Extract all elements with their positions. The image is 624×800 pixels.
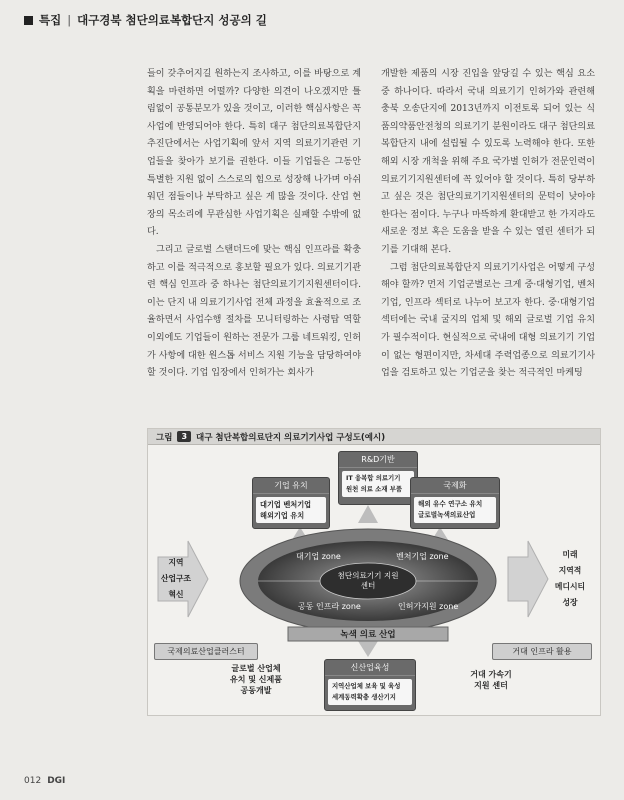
box-global-title: 국제화 <box>411 478 499 494</box>
zone-permit: 인허가지원 zone <box>398 602 459 611</box>
left-side-line: 지역 <box>168 558 184 567</box>
box-growth-title: 신산업육성 <box>325 660 415 676</box>
zone-venture: 벤처기업 zone <box>396 552 449 561</box>
text-column-right <box>381 66 595 418</box>
right-side-line: 메디시티 <box>554 582 586 591</box>
box-attract-item: 대기업 벤처기업 <box>260 500 312 509</box>
page-number: 012 <box>24 776 42 786</box>
box-rnd <box>338 451 418 505</box>
publication-name: DGI <box>47 776 66 786</box>
bottom-left-line: 공동개발 <box>240 686 272 695</box>
box-global <box>410 477 500 529</box>
header-square-icon <box>24 16 33 25</box>
paragraph: 개발한 제품의 시장 진입을 앞당길 수 있는 핵심 요소 중 하나이다. 따라서 국내 의료기기 인허가와 관련해 충북 오송단지에 2013년까지 이전토록 되어 있는 식품의약품안전청의 의료기기 분원이라도 대구 첨단의료복합단지 내에 설립될 수 있도록 노력해야 한다. 또한 해외 시장 개척을 위해 주요 국가별 인허가 전문인력이 의료기기지원센터에 꼭 있어야 할 것이다. 특히 당부하고 싶은 것은 첨단의료기기지원센터의 문턱이 낮아야 한다는 점이다. 누구나 마뜩하게 환대받고 한 가지라도 새로운 정보 혹은 도움을 받을 수 있는 열린 센터가 되기를 기대해 본다. <box>381 69 595 255</box>
box-attract <box>252 477 330 529</box>
right-side-line: 성장 <box>562 598 578 607</box>
paragraph: 그리고 글로벌 스탠더드에 맞는 핵심 인프라를 확충하고 이를 적극적으로 홍보할 필요가 있다. 의료기기관련 핵심 인프라 중 하나는 첨단의료기기지원센터이다. 이는 단지 내 의료기기사업 전체 과정을 효율적으로 조율하면서 사업수행 절차를 모니터링하는 사령탑 역할 이외에도 기업들이 원하는 전문가 그룹 네트워킹, 인허가 사항에 대한 원스톱 서비스 지원 기능을 담당하여야 할 것이다. 기업 입장에서 인허가는 회사가 <box>147 244 361 379</box>
box-growth-item: 지역산업체 보육 및 육성 <box>332 682 401 690</box>
figure-number: 3 <box>177 431 191 442</box>
header-title: 대구경북 첨단의료복합단지 성공의 길 <box>77 13 267 27</box>
right-side-line: 지역적 <box>558 566 582 575</box>
figure-diagram <box>147 428 601 716</box>
box-rnd-title: R&D기반 <box>339 452 417 468</box>
band-label: 녹색 의료 산업 <box>340 630 396 640</box>
bottom-left-line: 글로벌 산업체 <box>231 664 281 673</box>
pill-infra: 거대 인프라 활용 <box>492 643 592 660</box>
bottom-right-line: 거대 가속기 <box>470 670 512 679</box>
box-attract-item: 해외기업 유치 <box>260 511 305 520</box>
box-growth-items <box>328 679 412 705</box>
box-rnd-item: IT 융복합 의료기기 <box>346 474 401 482</box>
box-global-item: 해외 유수 연구소 유치 <box>418 500 483 508</box>
box-attract-items <box>256 497 326 523</box>
bottom-left-line: 유치 및 신제품 <box>230 675 282 684</box>
running-header <box>24 12 267 28</box>
left-side-line: 혁신 <box>168 590 184 599</box>
left-side-line: 산업구조 <box>160 574 192 583</box>
box-rnd-item: 원천 의료 소재 부품 <box>346 485 403 493</box>
box-growth-item: 세계동력확충 생산기지 <box>332 693 396 701</box>
center-label: 첨단의료기기 지원센터 <box>337 571 399 590</box>
down-arrow-center <box>358 641 378 657</box>
body-columns <box>147 66 595 418</box>
zone-infra: 공동 인프라 zone <box>298 602 361 611</box>
pill-cluster: 국제의료산업클러스터 <box>154 643 258 660</box>
page-footer <box>24 776 65 786</box>
box-growth <box>324 659 416 711</box>
paragraph: 들이 갖추어지길 원하는지 조사하고, 이를 바탕으로 계획을 마련하면 어떨까? 다양한 의견이 나오겠지만 틀림없이 공통분모가 있을 것이고, 이러한 핵심사항은 꼭 사업에 반영되어야 한다. 특히 대구 첨단의료복합단지 추진단에서는 사업기획에 앞서 지역 의료기기관련 기업들을 찾아가 보기를 권한다. 이들 기업들은 그동안 특별한 지원 없이 스스로의 힘으로 성장해 나가며 아쉬워던 점들이나 부탁하고 싶은 게 많을 것이다. 산업 현장의 목소리에 무관심한 사업기획은 실패할 수밖에 없다. <box>147 69 361 238</box>
up-arrow-center <box>358 505 378 523</box>
box-attract-title: 기업 유치 <box>253 478 329 494</box>
bottom-right-text <box>456 669 526 691</box>
figure-title: 대구 첨단복합의료단지 의료기기사업 구성도(예시) <box>196 432 386 443</box>
zone-large-enterprise: 대기업 zone <box>296 552 341 561</box>
paragraph: 그럼 첨단의료복합단지 의료기기사업은 어떻게 구성해야 할까? 먼저 기업군별로는 크게 중·대형기업, 벤처기업, 인프라 섹터로 나누어 보고자 한다. 중·대형기업 섹터에는 국내 굴지의 업체 및 해외 글로벌 기업 유치가 필수적이다. 현실적으로 국내에 대형 의료기기 기업이 없는 형편이지만, 차세대 주력업종으로 의료기기사업을 검토하고 있는 기업군을 찾는 적극적인 마케팅 <box>381 262 595 379</box>
right-arrow-shape <box>508 541 548 617</box>
bottom-right-line: 지원 센터 <box>474 681 508 690</box>
header-section: 특집 <box>39 13 62 27</box>
left-side-text <box>156 555 196 603</box>
box-global-item: 글로벌녹색의료산업 <box>418 511 476 519</box>
box-rnd-items <box>342 471 414 497</box>
figure-label: 그림 <box>156 432 173 443</box>
right-side-line: 미래 <box>562 550 578 559</box>
bottom-left-text <box>218 663 294 696</box>
right-side-text <box>546 547 594 611</box>
header-separator: | <box>67 13 72 27</box>
box-global-items <box>414 497 496 523</box>
text-column-left <box>147 66 361 418</box>
